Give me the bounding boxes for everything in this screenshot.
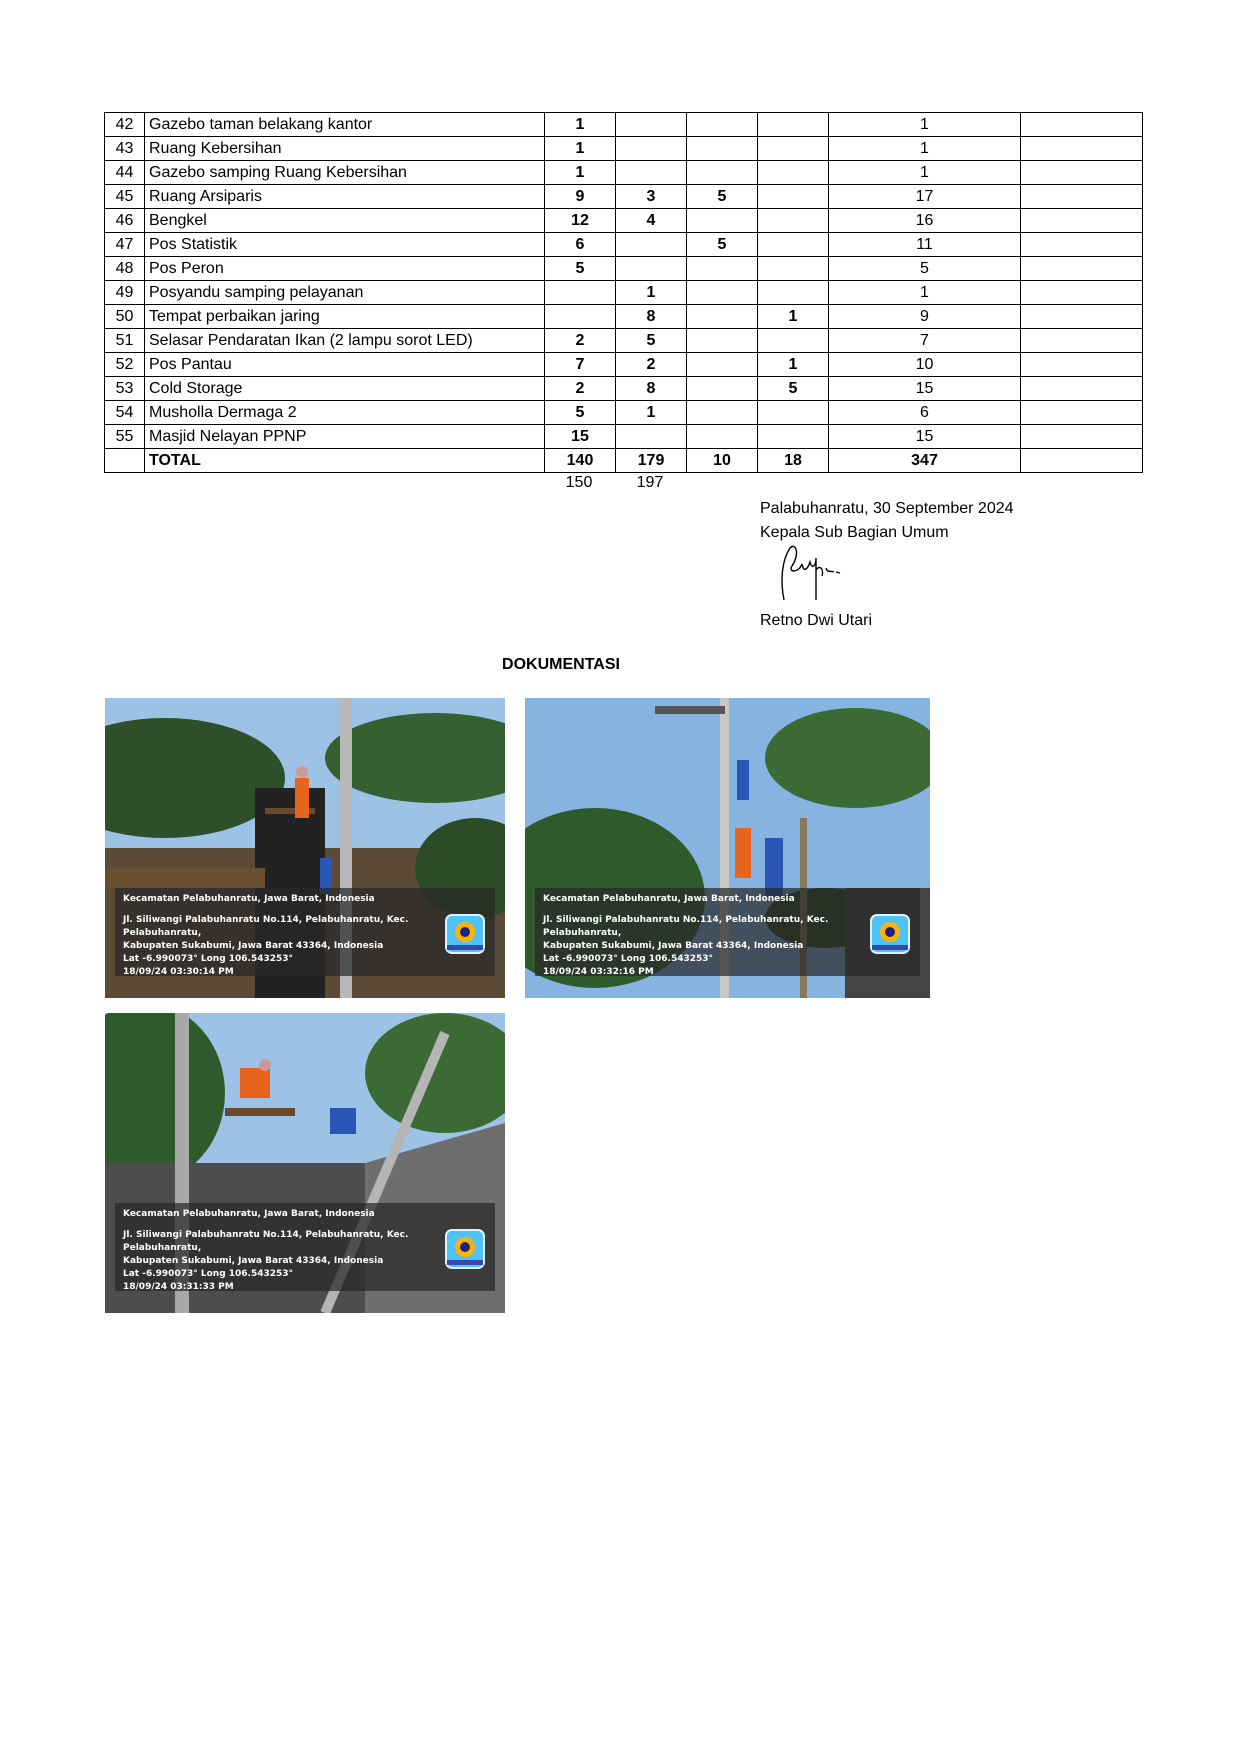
count-col3	[687, 257, 758, 281]
row-number: 50	[105, 305, 145, 329]
photo-coordinates: Lat -6.990073° Long 106.543253°	[123, 1269, 294, 1279]
count-col3	[687, 113, 758, 137]
table-row	[105, 281, 1143, 305]
table-row	[105, 161, 1143, 185]
row-total: 15	[829, 425, 1021, 449]
count-col3	[687, 305, 758, 329]
table-row	[105, 257, 1143, 281]
count-col4	[758, 257, 829, 281]
photo-address-line1: Jl. Siliwangi Palabuhanratu No.114, Pelabuhanratu, Kec. Pelabuhanratu,	[543, 915, 829, 938]
count-col4: 1	[758, 305, 829, 329]
count-col1: 2	[545, 377, 616, 401]
table-row	[105, 185, 1143, 209]
row-note	[1021, 449, 1143, 473]
table-row	[105, 353, 1143, 377]
item-name: Pos Statistik	[145, 233, 545, 257]
photo-coordinates: Lat -6.990073° Long 106.543253°	[543, 954, 714, 964]
row-number: 45	[105, 185, 145, 209]
item-name: Selasar Pendaratan Ikan (2 lampu sorot LED)	[145, 329, 545, 353]
count-col4: 5	[758, 377, 829, 401]
item-name: Musholla Dermaga 2	[145, 401, 545, 425]
row-number: 43	[105, 137, 145, 161]
count-col4: 1	[758, 353, 829, 377]
count-col3	[687, 209, 758, 233]
row-total: 16	[829, 209, 1021, 233]
row-number: 51	[105, 329, 145, 353]
table-row	[105, 329, 1143, 353]
camera-app-icon	[445, 914, 485, 954]
row-number: 42	[105, 113, 145, 137]
row-note	[1021, 113, 1143, 137]
row-total: 1	[829, 161, 1021, 185]
item-name: Posyandu samping pelayanan	[145, 281, 545, 305]
item-name: Cold Storage	[145, 377, 545, 401]
row-total: 15	[829, 377, 1021, 401]
count-col2: 3	[616, 185, 687, 209]
table-row	[105, 377, 1143, 401]
count-col4	[758, 209, 829, 233]
count-col3	[687, 161, 758, 185]
row-note	[1021, 281, 1143, 305]
count-col3	[687, 425, 758, 449]
photo-location: Kecamatan Pelabuhanratu, Jawa Barat, Indonesia	[543, 894, 795, 904]
count-col2: 179	[616, 449, 687, 473]
item-name: Tempat perbaikan jaring	[145, 305, 545, 329]
signature-name: Retno Dwi Utari	[760, 612, 873, 629]
count-col1: 12	[545, 209, 616, 233]
signature-position: Kepala Sub Bagian Umum	[760, 524, 949, 541]
row-total: 7	[829, 329, 1021, 353]
row-note	[1021, 377, 1143, 401]
count-col1: 7	[545, 353, 616, 377]
row-total: 11	[829, 233, 1021, 257]
photo-stamp-2	[535, 888, 920, 976]
row-note	[1021, 161, 1143, 185]
subtotal-c1: 150	[565, 474, 593, 491]
count-col3	[687, 401, 758, 425]
row-note	[1021, 425, 1143, 449]
row-note	[1021, 305, 1143, 329]
count-col3: 5	[687, 233, 758, 257]
row-number: 44	[105, 161, 145, 185]
count-col1: 15	[545, 425, 616, 449]
count-col2	[616, 161, 687, 185]
row-number: 46	[105, 209, 145, 233]
row-number: 52	[105, 353, 145, 377]
count-col2: 4	[616, 209, 687, 233]
count-col4	[758, 329, 829, 353]
documentation-photo-2	[525, 698, 930, 998]
photo-stamp-1	[115, 888, 495, 976]
count-col1: 2	[545, 329, 616, 353]
row-total: 5	[829, 257, 1021, 281]
photo-coordinates: Lat -6.990073° Long 106.543253°	[123, 954, 294, 964]
count-col4	[758, 401, 829, 425]
row-note	[1021, 401, 1143, 425]
count-col1: 5	[545, 401, 616, 425]
count-col2: 2	[616, 353, 687, 377]
row-total: 1	[829, 137, 1021, 161]
row-total: 17	[829, 185, 1021, 209]
count-col4	[758, 137, 829, 161]
table-row	[105, 113, 1143, 137]
row-total: 6	[829, 401, 1021, 425]
count-col4	[758, 185, 829, 209]
count-col3	[687, 329, 758, 353]
row-note	[1021, 137, 1143, 161]
row-total: 9	[829, 305, 1021, 329]
photo-stamp-3	[115, 1203, 495, 1291]
count-col2	[616, 425, 687, 449]
count-col4	[758, 161, 829, 185]
signature-place-date: Palabuhanratu, 30 September 2024	[760, 500, 1014, 517]
row-number: 48	[105, 257, 145, 281]
documentation-photo-1	[105, 698, 505, 998]
table-row	[105, 425, 1143, 449]
row-note	[1021, 257, 1143, 281]
table-row	[105, 137, 1143, 161]
row-number: 49	[105, 281, 145, 305]
count-col1: 1	[545, 137, 616, 161]
table-total-row	[105, 449, 1143, 473]
item-name: Pos Pantau	[145, 353, 545, 377]
count-col2: 8	[616, 305, 687, 329]
count-col3	[687, 281, 758, 305]
count-col2	[616, 113, 687, 137]
count-col3	[687, 353, 758, 377]
count-col3	[687, 377, 758, 401]
count-col2: 8	[616, 377, 687, 401]
documentation-photo-3	[105, 1013, 505, 1313]
count-col1: 9	[545, 185, 616, 209]
photo-timestamp: 18/09/24 03:30:14 PM	[123, 967, 234, 977]
count-col2: 5	[616, 329, 687, 353]
count-col2	[616, 233, 687, 257]
count-col3: 5	[687, 185, 758, 209]
count-col4	[758, 425, 829, 449]
table-row	[105, 401, 1143, 425]
inventory-table	[104, 112, 1143, 473]
photo-address-line1: Jl. Siliwangi Palabuhanratu No.114, Pelabuhanratu, Kec. Pelabuhanratu,	[123, 915, 409, 938]
item-name: Ruang Kebersihan	[145, 137, 545, 161]
subtotal-c2: 197	[636, 474, 664, 491]
photo-location: Kecamatan Pelabuhanratu, Jawa Barat, Indonesia	[123, 1209, 375, 1219]
row-total: 347	[829, 449, 1021, 473]
photo-location: Kecamatan Pelabuhanratu, Jawa Barat, Indonesia	[123, 894, 375, 904]
row-number: 54	[105, 401, 145, 425]
item-name: Ruang Arsiparis	[145, 185, 545, 209]
row-note	[1021, 185, 1143, 209]
row-number	[105, 449, 145, 473]
count-col2	[616, 137, 687, 161]
count-col1: 140	[545, 449, 616, 473]
row-total: 1	[829, 113, 1021, 137]
count-col1: 6	[545, 233, 616, 257]
signature-scribble-icon	[770, 540, 850, 610]
photo-timestamp: 18/09/24 03:31:33 PM	[123, 1282, 234, 1292]
count-col4	[758, 233, 829, 257]
row-note	[1021, 353, 1143, 377]
row-number: 47	[105, 233, 145, 257]
camera-app-icon	[870, 914, 910, 954]
item-name: Bengkel	[145, 209, 545, 233]
photo-address-line2: Kabupaten Sukabumi, Jawa Barat 43364, Indonesia	[123, 941, 384, 951]
item-name: Pos Peron	[145, 257, 545, 281]
photo-timestamp: 18/09/24 03:32:16 PM	[543, 967, 654, 977]
item-name: Gazebo samping Ruang Kebersihan	[145, 161, 545, 185]
row-number: 53	[105, 377, 145, 401]
count-col2	[616, 257, 687, 281]
item-name: Masjid Nelayan PPNP	[145, 425, 545, 449]
count-col2: 1	[616, 401, 687, 425]
table-row	[105, 305, 1143, 329]
documentation-title: DOKUMENTASI	[502, 656, 620, 673]
count-col4	[758, 281, 829, 305]
count-col1	[545, 281, 616, 305]
count-col4: 18	[758, 449, 829, 473]
count-col1: 1	[545, 161, 616, 185]
photo-address-line2: Kabupaten Sukabumi, Jawa Barat 43364, Indonesia	[543, 941, 804, 951]
photo-address-line1: Jl. Siliwangi Palabuhanratu No.114, Pelabuhanratu, Kec. Pelabuhanratu,	[123, 1230, 409, 1253]
row-note	[1021, 329, 1143, 353]
count-col2: 1	[616, 281, 687, 305]
item-name: TOTAL	[145, 449, 545, 473]
photo-address-line2: Kabupaten Sukabumi, Jawa Barat 43364, Indonesia	[123, 1256, 384, 1266]
table-row	[105, 233, 1143, 257]
count-col1	[545, 305, 616, 329]
item-name: Gazebo taman belakang kantor	[145, 113, 545, 137]
count-col4	[758, 113, 829, 137]
count-col1: 5	[545, 257, 616, 281]
count-col3: 10	[687, 449, 758, 473]
row-total: 1	[829, 281, 1021, 305]
row-total: 10	[829, 353, 1021, 377]
row-number: 55	[105, 425, 145, 449]
row-note	[1021, 233, 1143, 257]
row-note	[1021, 209, 1143, 233]
camera-app-icon	[445, 1229, 485, 1269]
count-col1: 1	[545, 113, 616, 137]
count-col3	[687, 137, 758, 161]
table-row	[105, 209, 1143, 233]
